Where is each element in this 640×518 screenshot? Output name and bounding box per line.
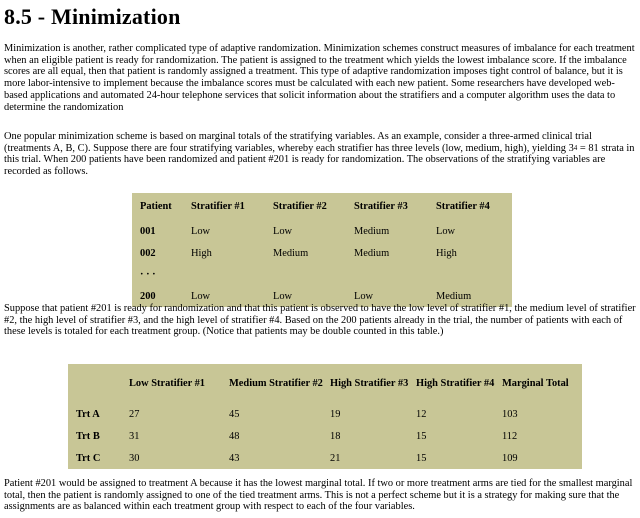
paragraph-example-text-1: One popular minimization scheme is based on marginal totals of the stratifying variables. As an example, consider a three-armed clinical trial (treatments A, B, C). Suppose there are four stratifying variables, whereby each stratifier has three levels (low, medium, high), yielding 3 bbox=[4, 131, 592, 154]
marginal-total-cell: 112 bbox=[502, 430, 518, 442]
patient-id-cell: 200 bbox=[140, 290, 156, 302]
header-cell: Patient bbox=[140, 201, 172, 212]
table-cell: Low bbox=[354, 290, 374, 302]
table-cell: High bbox=[191, 247, 212, 259]
patient-id-cell: 001 bbox=[140, 225, 156, 237]
ellipsis-cell: · · · bbox=[140, 269, 156, 280]
table-cell: Low bbox=[273, 290, 293, 302]
table-cell: 27 bbox=[129, 408, 140, 420]
paragraph-patient-201: Suppose that patient #201 is ready for randomization and that this patient is observed to have the low level of stratifier #1, the medium level of stratifier #2, the high level of stratifier #3, and the high level of stratifier #4. Based on the 200 patients already in the trial, the number of patients with each of these levels is totaled for each treatment group. (Notice that patients may be double counted in this table.) bbox=[4, 303, 636, 338]
table-cell: 15 bbox=[416, 430, 427, 442]
table-row bbox=[132, 220, 512, 242]
header-cell: Medium Stratifier #2 bbox=[229, 377, 323, 389]
table-cell: 12 bbox=[416, 408, 427, 420]
paragraph-conclusion: Patient #201 would be assigned to treatment A because it has the lowest marginal total. If two or more treatment arms are tied for the smallest marginal total, then the patient is randomly assigned to one of the tied treatment arms. This is not a perfect scheme but it is a strategy for making sure that the assignments are as balanced within each treatment group with respect to each of the four variables. bbox=[4, 478, 633, 513]
table-cell: 30 bbox=[129, 452, 140, 464]
header-cell-empty bbox=[68, 364, 129, 403]
table-cell: Low bbox=[436, 225, 456, 237]
header-cell: Stratifier #3 bbox=[354, 201, 408, 212]
table-cell bbox=[354, 264, 436, 285]
page-title: 8.5 - Minimization bbox=[4, 4, 181, 29]
table-cell: 45 bbox=[229, 408, 240, 420]
paragraph-intro: Minimization is another, rather complicated type of adaptive randomization. Minimization schemes construct measures of imbalance for each treatment when an eligible patient is ready for randomization. The patient is assigned to the treatment which yields the lowest imbalance score. If the imbalance scores are all equal, then that patient is randomly assigned a treatment. This type of adaptive randomization imposes tight control of balance, but it is more labor-intensive to implement because the imbalance scores must be calculated with each new patient. Some researchers have developed web-based applications and automated 24-hour telephone services that solicit information about the stratifiers and a computer algorithm uses the data to determine the randomization bbox=[4, 43, 635, 113]
table-header-row bbox=[132, 193, 512, 220]
table-cell: Medium bbox=[354, 225, 390, 237]
table-cell: 15 bbox=[416, 452, 427, 464]
superscript-exponent: 4 bbox=[573, 143, 578, 152]
header-cell: High Stratifier #4 bbox=[416, 377, 495, 389]
table-cell: 48 bbox=[229, 430, 240, 442]
header-cell: Marginal Total bbox=[502, 377, 569, 389]
table-header-row bbox=[68, 364, 582, 403]
table-cell: Low bbox=[273, 225, 293, 237]
patient-id-cell: 002 bbox=[140, 247, 156, 259]
header-cell: Stratifier #2 bbox=[273, 201, 327, 212]
table-row bbox=[68, 425, 582, 447]
paragraph-example bbox=[4, 131, 636, 178]
table-cell: 31 bbox=[129, 430, 140, 442]
marginal-total-cell: 103 bbox=[502, 408, 518, 420]
table-cell: 19 bbox=[330, 408, 341, 420]
table-cell: 21 bbox=[330, 452, 341, 464]
header-cell: Stratifier #1 bbox=[191, 201, 245, 212]
header-cell: Low Stratifier #1 bbox=[129, 377, 205, 389]
paragraph-example-text-2: = 81 strata in this trial. When 200 patients have been randomized and patient #201 is ready for randomization. The observations of the stratifying variables are recorded as follows. bbox=[4, 142, 635, 178]
table-cell bbox=[191, 264, 273, 285]
treatment-label-cell: Trt A bbox=[76, 408, 100, 420]
table-cell: Low bbox=[191, 290, 211, 302]
table-cell: 43 bbox=[229, 452, 240, 464]
table-row-ellipsis bbox=[132, 264, 512, 285]
table-cell: High bbox=[436, 247, 457, 259]
stratifier-observations-table bbox=[132, 193, 512, 307]
table-cell bbox=[436, 264, 512, 285]
treatment-label-cell: Trt C bbox=[76, 452, 101, 464]
table-cell bbox=[273, 264, 354, 285]
table-cell: Medium bbox=[354, 247, 390, 259]
table-cell: 18 bbox=[330, 430, 341, 442]
marginal-total-cell: 109 bbox=[502, 452, 518, 464]
table-cell: Medium bbox=[273, 247, 309, 259]
marginal-totals-table bbox=[68, 364, 582, 469]
table-row bbox=[132, 242, 512, 264]
table-row bbox=[68, 403, 582, 425]
table-row bbox=[68, 447, 582, 469]
header-cell: High Stratifier #3 bbox=[330, 377, 409, 389]
table-cell: Low bbox=[191, 225, 211, 237]
treatment-label-cell: Trt B bbox=[76, 430, 100, 442]
table-cell: Medium bbox=[436, 290, 472, 302]
header-cell: Stratifier #4 bbox=[436, 201, 490, 212]
